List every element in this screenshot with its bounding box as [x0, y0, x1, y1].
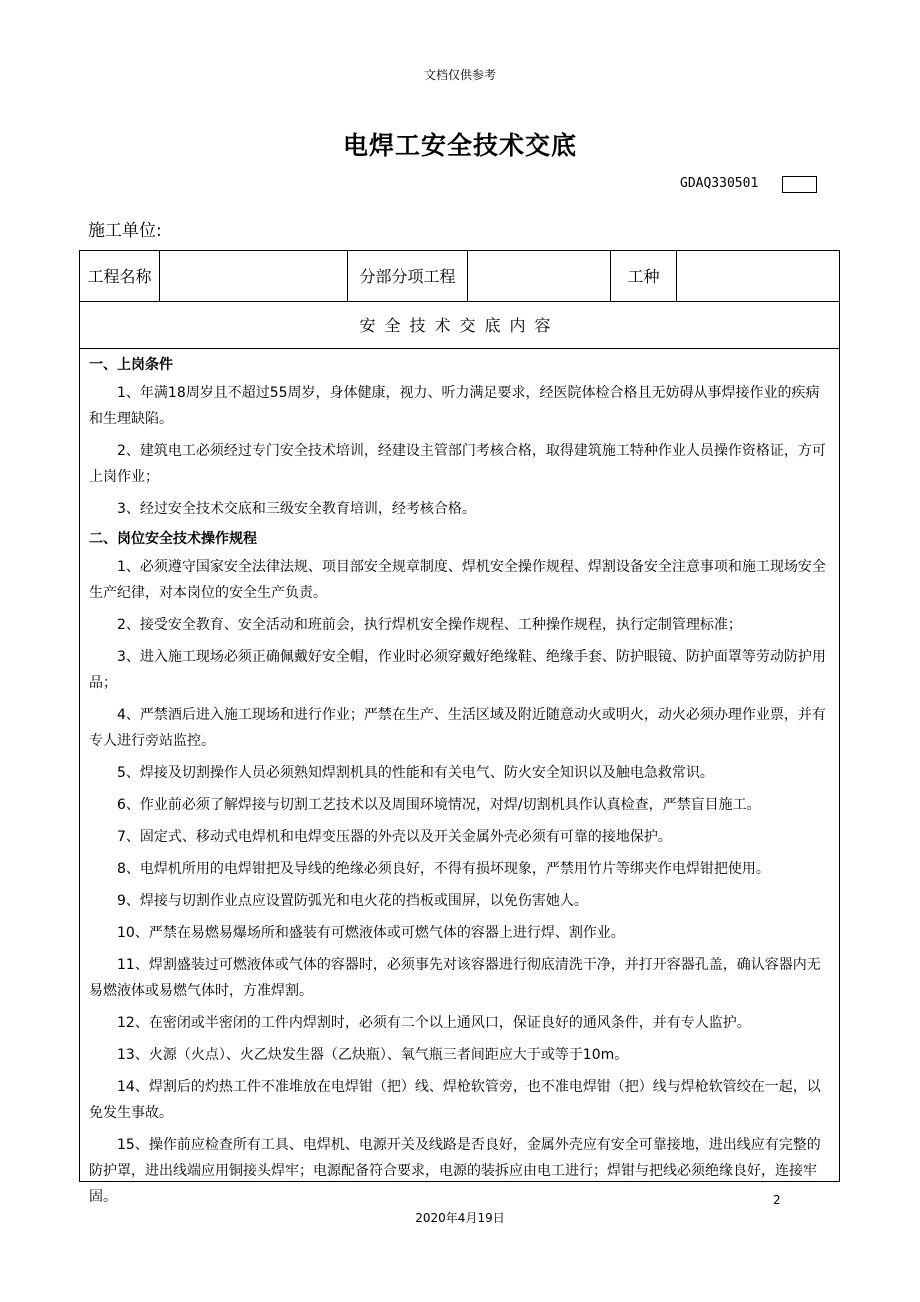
list-item: 12、在密闭或半密闭的工件内焊割时，必须有二个以上通风口，保证良好的通风条件，并有专人监护。: [117, 1015, 751, 1031]
list-item: 6、作业前必须了解焊接与切割工艺技术以及周围环境情况，对焊/切割机具作认真检查，严禁盲目施工。: [117, 797, 761, 813]
list-item: 11、焊割盛装过可燃液体或气体的容器时，必须事先对该容器进行彻底清洗干净，并打开容器孔盖，确认容器内无易燃液体或易燃气体时，方准焊割。: [89, 957, 821, 999]
list-item: 1、必须遵守国家安全法律法规、项目部安全规章制度、焊机安全操作规程、焊割设备安全注意事项和施工现场安全生产纪律，对本岗位的安全生产负责。: [89, 559, 826, 601]
list-item: 5、焊接及切割操作人员必须熟知焊割机具的性能和有关电气、防火安全知识以及触电急救常识。: [117, 765, 714, 781]
document-title: 电焊工安全技术交底: [342, 131, 577, 160]
list-item: 15、操作前应检查所有工具、电焊机、电源开关及线路是否良好，金属外壳应有安全可靠接地，进出线应有完整的防护罩，进出线端应用铜接头焊牢；电源配备符合要求，电源的装拆应由电工进行；焊钳与把线必须绝缘良好，连接牢固。: [89, 1137, 821, 1205]
content-heading: 安全技术交底内容: [80, 301, 839, 349]
list-item: 1、年满18周岁且不超过55周岁，身体健康，视力、听力满足要求，经医院体检合格且无妨碍从事焊接作业的疾病和生理缺陷。: [89, 385, 820, 427]
list-item: 14、焊割后的灼热工件不准堆放在电焊钳（把）线、焊枪软管旁，也不准电焊钳（把）线与焊枪软管绞在一起，以免发生事故。: [89, 1079, 821, 1121]
work-type-label: 工种: [611, 251, 677, 301]
disclosure-table: [79, 250, 840, 1205]
list-item: 3、进入施工现场必须正确佩戴好安全帽，作业时必须穿戴好绝缘鞋、绝缘手套、防护眼镜、防护面罩等劳动防护用品；: [89, 649, 826, 691]
list-item: 13、火源（火点）、火乙炔发生器（乙炔瓶）、氧气瓶三者间距应大于或等于10m。: [117, 1047, 629, 1063]
code-box: [782, 176, 817, 193]
list-item: 4、严禁酒后进入施工现场和进行作业；严禁在生产、生活区域及附近随意动火或明火，动火必须办理作业票，并有专人进行旁站监控。: [89, 707, 826, 749]
disclosure-content: [89, 354, 829, 1216]
section-heading: 二、岗位安全技术操作规程: [89, 531, 257, 547]
list-item: 7、固定式、移动式电焊机和电焊变压器的外壳以及开关金属外壳必须有可靠的接地保护。: [117, 829, 672, 845]
page-number: 2: [773, 1193, 781, 1207]
sub-project-label: 分部分项工程: [348, 251, 468, 301]
list-item: 10、严禁在易燃易爆场所和盛装有可燃液体或可燃气体的容器上进行焊、割作业。: [117, 925, 625, 941]
list-item: 8、电焊机所用的电焊钳把及导线的绝缘必须良好，不得有损坏现象，严禁用竹片等绑夹作电焊钳把使用。: [117, 861, 770, 877]
header-note: 文档仅供参考: [423, 68, 496, 82]
project-name-value: [160, 251, 348, 301]
section-heading: 一、上岗条件: [89, 357, 173, 373]
list-item: 2、建筑电工必须经过专门安全技术培训，经建设主管部门考核合格，取得建筑施工特种作业人员操作资格证，方可上岗作业；: [89, 443, 826, 485]
document-code: GDAQ330501: [680, 176, 759, 191]
list-item: 3、经过安全技术交底和三级安全教育培训，经考核合格。: [117, 501, 476, 517]
project-name-label: 工程名称: [80, 251, 160, 301]
work-type-value: [677, 251, 841, 301]
sub-project-value: [468, 251, 611, 301]
table-header-row: [80, 251, 839, 302]
construction-unit-label: 施工单位:: [88, 221, 162, 241]
document-date: 2020年4月19日: [415, 1211, 505, 1225]
list-item: 9、焊接与切割作业点应设置防弧光和电火花的挡板或围屏，以免伤害她人。: [117, 893, 588, 909]
list-item: 2、接受安全教育、安全活动和班前会，执行焊机安全操作规程、工种操作规程，执行定制管理标准；: [117, 617, 742, 633]
